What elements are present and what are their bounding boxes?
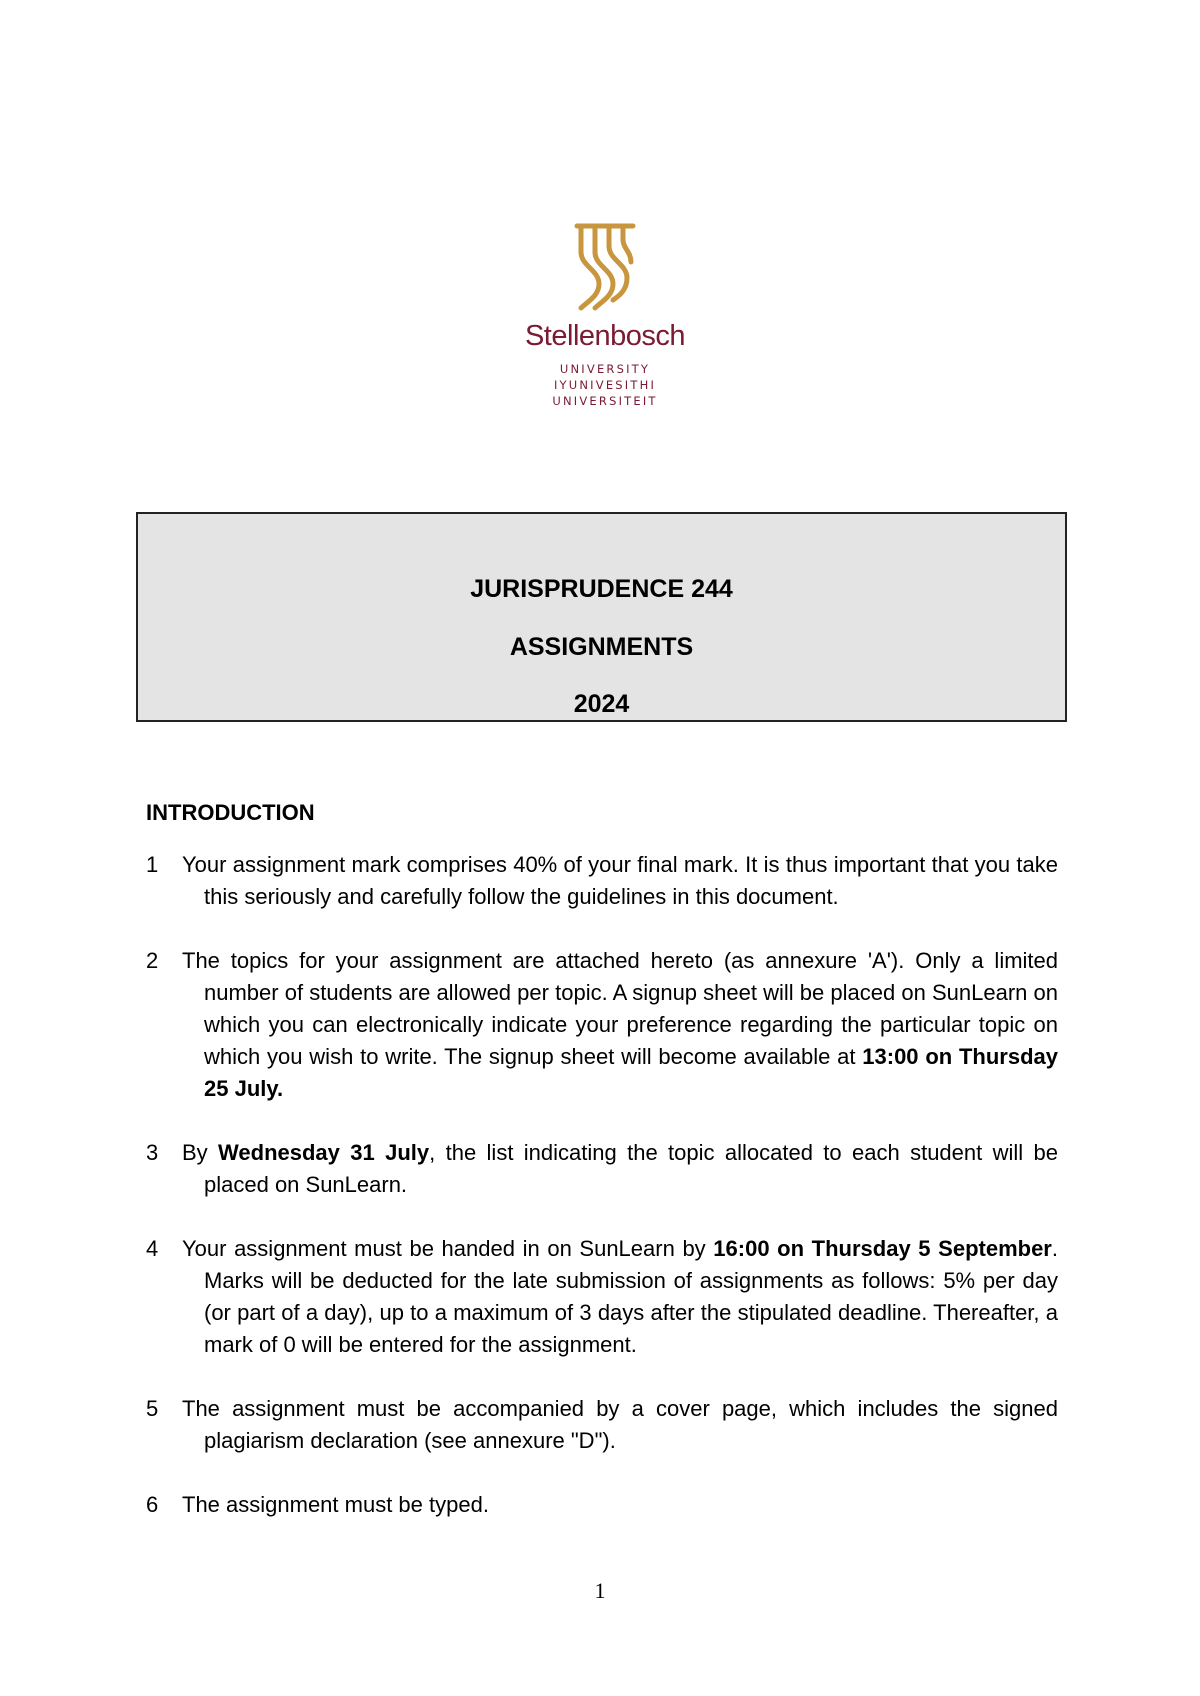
item-text — [182, 948, 1058, 1101]
item-text: The assignment must be accompanied by a cover page, which includes the signed plagiarism declaration (see annexure "D"). — [182, 1396, 1058, 1453]
title-box — [136, 512, 1067, 722]
item-number: 5 — [146, 1396, 159, 1421]
list-item — [146, 849, 1058, 913]
logo-wordmark: Stellenbosch — [524, 320, 686, 352]
university-logo — [520, 222, 690, 409]
list-item — [146, 1393, 1058, 1457]
list-item — [146, 1489, 1058, 1521]
page-number: 1 — [594, 1578, 606, 1603]
introduction-section — [146, 797, 1058, 1553]
item-text — [182, 1140, 1058, 1197]
logo-subtitle-university: UNIVERSITY — [559, 362, 651, 376]
logo-subtitle-universiteit: UNIVERSITEIT — [552, 394, 658, 408]
document-type: ASSIGNMENTS — [509, 633, 694, 661]
list-item — [146, 1233, 1058, 1361]
item-number: 4 — [146, 1236, 159, 1261]
course-title: JURISPRUDENCE 244 — [470, 575, 733, 603]
item-text-part: , the list indicating the topic allocated to each student will be placed on SunLearn. — [204, 1140, 1058, 1197]
item-bold-deadline: 16:00 on Thursday 5 September — [713, 1236, 1052, 1261]
item-number: 6 — [146, 1492, 159, 1517]
item-bold-date: 13:00 on Thursday 25 July. — [204, 1044, 1059, 1101]
item-text-part: By — [182, 1140, 219, 1165]
stellenbosch-crest-icon — [573, 222, 637, 312]
item-text-part: . Marks will be deducted for the late submission of assignments as follows: 5% per day (or part of a day), up to a maximum of 3 days after the stipulated deadline. Thereafter, a mark of 0 will be entered for the assignment. — [204, 1236, 1058, 1357]
item-text: Your assignment mark comprises 40% of your final mark. It is thus important that you take this seriously and carefully follow the guidelines in this document. — [182, 852, 1058, 909]
list-item — [146, 945, 1058, 1105]
item-text-part: The topics for your assignment are attached hereto (as annexure 'A'). Only a limited number of students are allowed per topic. A signup sheet will be placed on SunLearn on which you can electronically indicate your preference regarding the particular topic on which you wish to write. The signup sheet will become available at — [182, 948, 1058, 1069]
item-text-part: Your assignment must be handed in on SunLearn by — [182, 1236, 714, 1261]
item-number: 1 — [146, 852, 159, 877]
item-text: The assignment must be typed. — [182, 1492, 489, 1517]
item-number: 3 — [146, 1140, 159, 1165]
item-number: 2 — [146, 948, 159, 973]
item-text — [182, 1236, 1058, 1357]
document-year: 2024 — [573, 690, 630, 718]
section-heading: INTRODUCTION — [146, 800, 315, 825]
item-bold-date: Wednesday 31 July — [218, 1140, 430, 1165]
logo-subtitle-iyunivesithi: IYUNIVESITHI — [553, 378, 657, 392]
list-item — [146, 1137, 1058, 1201]
